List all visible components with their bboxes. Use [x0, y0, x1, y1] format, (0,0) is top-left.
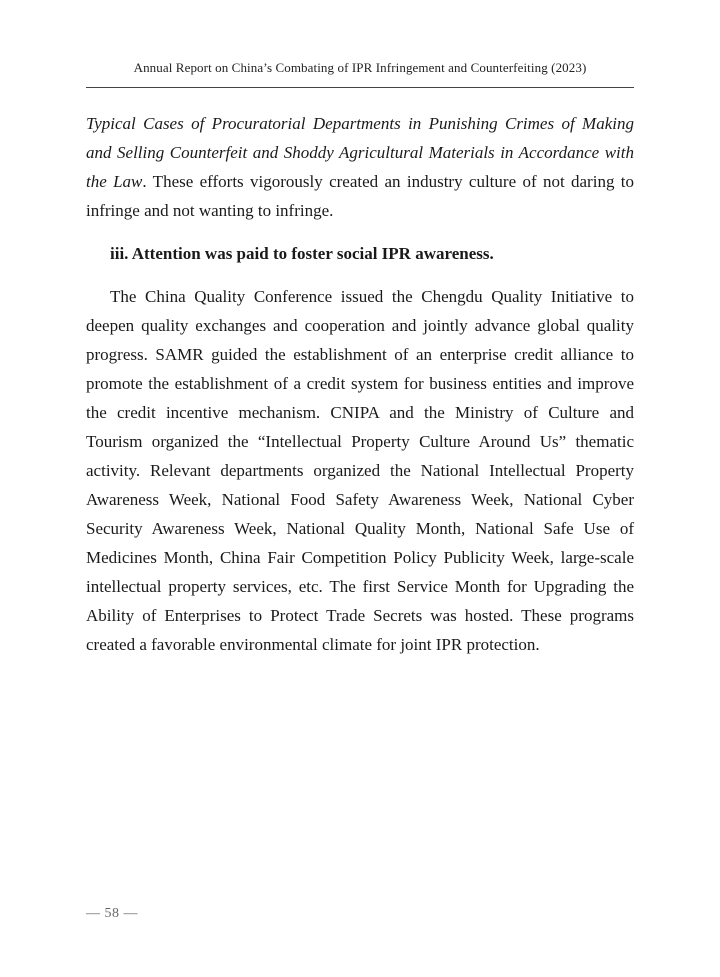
page-number: — 58 —: [86, 906, 138, 921]
case-collection-title: Typical Cases of Procuratorial Departments in Punishing Crimes of Making and Selling Counterfeit and Shoddy Agricultural Materials in Accordance with the Law: [86, 114, 634, 191]
paragraph-continuation-text: . These efforts vigorously created an industry culture of not daring to infringe and not wanting to infringe.: [86, 172, 635, 220]
paragraph-awareness: The China Quality Conference issued the Chengdu Quality Initiative to deepen quality exchanges and cooperation and jointly advance global quality progress. SAMR guided the establishment of an enterprise credit alliance to promote the establishment of a credit system for business entities and improve the credit incentive mechanism. CNIPA and the Ministry of Culture and Tourism organized the “Intellectual Property Culture Around Us” thematic activity. Relevant departments organized the National Intellectual Property Awareness Week, National Food Safety Awareness Week, National Cyber Security Awareness Week, National Quality Month, National Safe Use of Medicines Month, China Fair Competition Policy Publicity Week, large-scale intellectual property services, etc. The first Service Month for Upgrading the Ability of Enterprises to Protect Trade Secrets was hosted. These programs created a favorable environmental climate for joint IPR protection.: [86, 287, 634, 654]
section-heading: iii. Attention was paid to foster social IPR awareness.: [110, 244, 494, 263]
header-rule: [86, 87, 634, 88]
running-header: Annual Report on China’s Combating of IPR Infringement and Counterfeiting (2023): [133, 60, 587, 75]
paragraph-continuation: [86, 109, 634, 225]
